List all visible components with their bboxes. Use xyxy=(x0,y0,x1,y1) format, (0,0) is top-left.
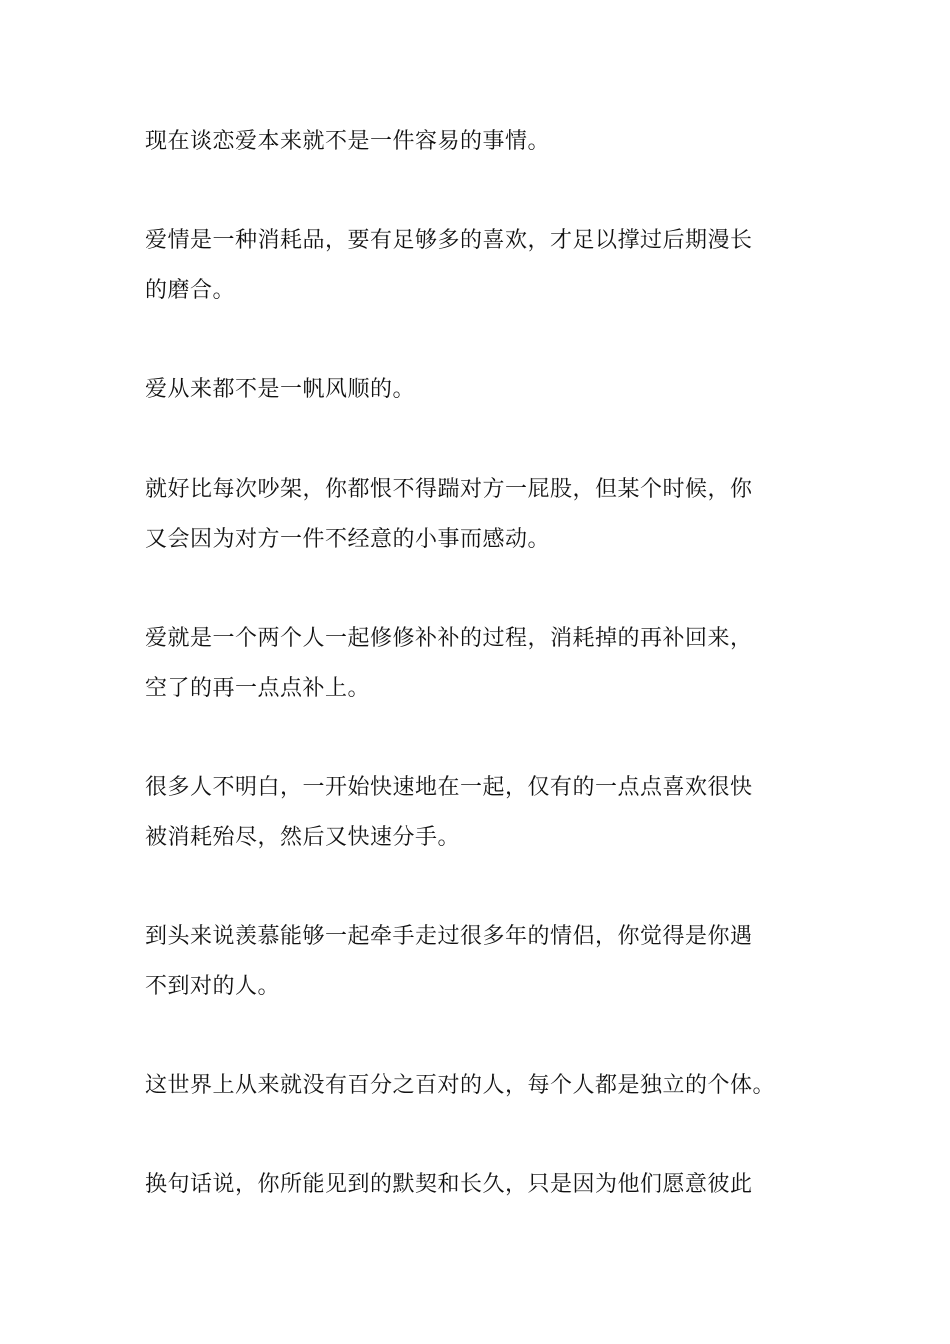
paragraph-line: 爱就是一个两个人一起修修补补的过程，消耗掉的再补回来， xyxy=(145,626,753,651)
paragraph-line: 不到对的人。 xyxy=(145,974,281,999)
paragraph-8 xyxy=(145,1061,813,1111)
paragraph-1 xyxy=(145,117,813,167)
paragraph-2 xyxy=(145,216,813,316)
paragraph-3 xyxy=(145,365,813,415)
paragraph-line: 换句话说，你所能见到的默契和长久，只是因为他们愿意彼此 xyxy=(145,1172,753,1197)
paragraph-line: 爱情是一种消耗品，要有足够多的喜欢，才足以撑过后期漫长 xyxy=(145,228,753,253)
paragraph-line: 到头来说羡慕能够一起牵手走过很多年的情侣，你觉得是你遇 xyxy=(145,924,753,949)
paragraph-line: 很多人不明白，一开始快速地在一起，仅有的一点点喜欢很快 xyxy=(145,775,753,800)
paragraph-line: 空了的再一点点补上。 xyxy=(145,676,371,701)
paragraph-4 xyxy=(145,465,813,565)
paragraph-line: 被消耗殆尽，然后又快速分手。 xyxy=(145,825,461,850)
paragraph-line: 这世界上从来就没有百分之百对的人，每个人都是独立的个体。 xyxy=(145,1073,776,1098)
paragraph-line: 又会因为对方一件不经意的小事而感动。 xyxy=(145,527,551,552)
paragraph-6 xyxy=(145,763,813,863)
paragraph-9 xyxy=(145,1160,813,1210)
paragraph-line: 现在谈恋爱本来就不是一件容易的事情。 xyxy=(145,129,551,154)
paragraph-line: 的磨合。 xyxy=(145,278,236,303)
paragraph-7 xyxy=(145,912,813,1012)
paragraph-line: 就好比每次吵架，你都恨不得踹对方一屁股，但某个时候，你 xyxy=(145,477,753,502)
paragraph-line: 爱从来都不是一帆风顺的。 xyxy=(145,377,416,402)
paragraph-5 xyxy=(145,614,813,714)
